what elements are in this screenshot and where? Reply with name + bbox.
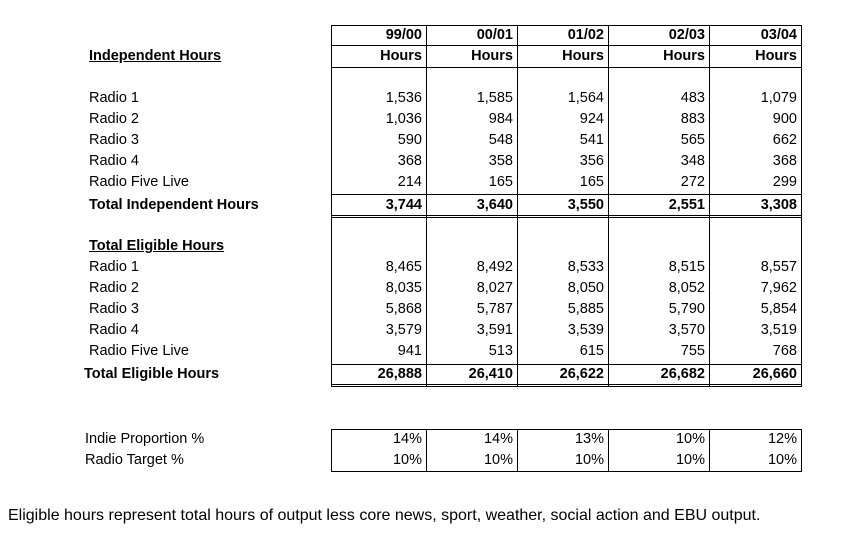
eligible-row-cell: 3,539 — [567, 322, 604, 338]
eligible-row-label: Radio Five Live — [89, 343, 189, 359]
independent-row-cell: 356 — [579, 153, 604, 169]
proportions-top-border — [331, 429, 802, 430]
eligible-row-cell: 8,027 — [476, 280, 513, 296]
eligible-total-cell: 26,888 — [377, 366, 422, 382]
column-unit-header: Hours — [755, 48, 797, 64]
independent-total-cell: 2,551 — [668, 197, 705, 213]
eligible-row-cell: 513 — [488, 343, 513, 359]
independent-row-cell: 565 — [680, 132, 705, 148]
independent-row-cell: 368 — [397, 153, 422, 169]
eligible-row-cell: 3,579 — [385, 322, 422, 338]
eligible-total-top-border — [331, 364, 802, 365]
eligible-total-cell: 26,660 — [752, 366, 797, 382]
eligible-row-cell: 8,492 — [476, 259, 513, 275]
independent-total-label: Total Independent Hours — [89, 197, 259, 213]
footnote: Eligible hours represent total hours of output less core news, sport, weather, social action and EBU output. — [8, 507, 761, 524]
proportion-row-cell: 12% — [767, 431, 797, 447]
eligible-total-bottom-border — [331, 384, 802, 385]
independent-row-label: Radio 2 — [89, 111, 139, 127]
independent-total-cell: 3,744 — [385, 197, 422, 213]
independent-row-cell: 299 — [772, 174, 797, 190]
eligible-total-cell: 26,410 — [468, 366, 513, 382]
independent-row-cell: 662 — [772, 132, 797, 148]
independent-total-cell: 3,640 — [476, 197, 513, 213]
independent-row-cell: 900 — [772, 111, 797, 127]
independent-row-cell: 1,564 — [567, 90, 604, 106]
eligible-row-cell: 8,557 — [760, 259, 797, 275]
header-divider — [331, 45, 802, 46]
proportion-row-cell: 14% — [483, 431, 513, 447]
column-divider — [331, 25, 332, 387]
eligible-row-cell: 8,465 — [385, 259, 422, 275]
column-divider — [709, 25, 710, 387]
independent-heading: Independent Hours — [89, 48, 222, 64]
eligible-row-cell: 5,885 — [567, 301, 604, 317]
independent-row-cell: 590 — [397, 132, 422, 148]
column-unit-header: Hours — [562, 48, 604, 64]
independent-row-cell: 883 — [680, 111, 705, 127]
proportion-row-cell: 10% — [483, 452, 513, 468]
column-year-header: 99/00 — [385, 27, 422, 43]
proportions-column-divider — [331, 429, 332, 472]
eligible-row-cell: 5,854 — [760, 301, 797, 317]
eligible-row-cell: 5,868 — [385, 301, 422, 317]
column-divider — [426, 25, 427, 387]
proportion-row-cell: 10% — [574, 452, 604, 468]
independent-total-bottom-border-double — [331, 217, 802, 218]
proportion-row-cell: 10% — [392, 452, 422, 468]
eligible-row-cell: 8,533 — [567, 259, 604, 275]
eligible-row-cell: 615 — [579, 343, 604, 359]
independent-row-cell: 984 — [488, 111, 513, 127]
independent-row-cell: 214 — [397, 174, 422, 190]
proportion-row-cell: 10% — [675, 452, 705, 468]
proportions-bottom-border — [331, 471, 802, 472]
independent-total-cell: 3,308 — [760, 197, 797, 213]
independent-row-label: Radio 1 — [89, 90, 139, 106]
eligible-row-cell: 8,052 — [668, 280, 705, 296]
eligible-row-label: Radio 4 — [89, 322, 139, 338]
eligible-row-cell: 941 — [397, 343, 422, 359]
column-unit-header: Hours — [663, 48, 705, 64]
table-top-border — [331, 25, 802, 26]
independent-row-cell: 483 — [680, 90, 705, 106]
eligible-row-cell: 5,787 — [476, 301, 513, 317]
independent-row-label: Radio Five Live — [89, 174, 189, 190]
independent-total-bottom-border — [331, 215, 802, 216]
independent-row-cell: 165 — [579, 174, 604, 190]
eligible-row-cell: 8,035 — [385, 280, 422, 296]
column-divider — [801, 25, 802, 387]
eligible-total-label: Total Eligible Hours — [84, 366, 220, 382]
eligible-row-label: Radio 2 — [89, 280, 139, 296]
proportions-column-divider — [709, 429, 710, 472]
independent-row-cell: 1,536 — [385, 90, 422, 106]
column-unit-header: Hours — [380, 48, 422, 64]
independent-row-cell: 165 — [488, 174, 513, 190]
independent-row-cell: 1,585 — [476, 90, 513, 106]
column-unit-header: Hours — [471, 48, 513, 64]
proportions-column-divider — [801, 429, 802, 472]
eligible-heading: Total Eligible Hours — [89, 238, 225, 254]
independent-total-cell: 3,550 — [567, 197, 604, 213]
independent-row-cell: 348 — [680, 153, 705, 169]
independent-row-cell: 358 — [488, 153, 513, 169]
proportions-column-divider — [426, 429, 427, 472]
column-year-header: 03/04 — [760, 27, 797, 43]
eligible-total-cell: 26,622 — [559, 366, 604, 382]
proportions-column-divider — [608, 429, 609, 472]
independent-row-cell: 1,079 — [760, 90, 797, 106]
independent-total-top-border — [331, 194, 802, 195]
independent-row-cell: 548 — [488, 132, 513, 148]
eligible-row-cell: 755 — [680, 343, 705, 359]
column-year-header: 00/01 — [476, 27, 513, 43]
eligible-row-cell: 3,519 — [760, 322, 797, 338]
independent-row-cell: 368 — [772, 153, 797, 169]
independent-row-cell: 924 — [579, 111, 604, 127]
proportion-row-label: Radio Target % — [85, 452, 184, 468]
eligible-row-cell: 3,570 — [668, 322, 705, 338]
proportions-column-divider — [517, 429, 518, 472]
header-bottom-border — [331, 67, 802, 68]
independent-row-cell: 272 — [680, 174, 705, 190]
eligible-row-cell: 5,790 — [668, 301, 705, 317]
proportion-row-cell: 10% — [675, 431, 705, 447]
independent-row-label: Radio 4 — [89, 153, 139, 169]
eligible-row-label: Radio 3 — [89, 301, 139, 317]
eligible-row-cell: 8,050 — [567, 280, 604, 296]
eligible-row-cell: 3,591 — [476, 322, 513, 338]
proportion-row-cell: 13% — [574, 431, 604, 447]
proportion-row-cell: 10% — [767, 452, 797, 468]
eligible-row-cell: 7,962 — [760, 280, 797, 296]
eligible-total-cell: 26,682 — [660, 366, 705, 382]
independent-row-label: Radio 3 — [89, 132, 139, 148]
column-divider — [517, 25, 518, 387]
proportion-row-label: Indie Proportion % — [85, 431, 205, 447]
column-year-header: 02/03 — [668, 27, 705, 43]
proportion-row-cell: 14% — [392, 431, 422, 447]
eligible-row-label: Radio 1 — [89, 259, 139, 275]
independent-row-cell: 1,036 — [385, 111, 422, 127]
eligible-row-cell: 8,515 — [668, 259, 705, 275]
eligible-total-bottom-border-double — [331, 386, 802, 387]
column-divider — [608, 25, 609, 387]
column-year-header: 01/02 — [567, 27, 604, 43]
independent-row-cell: 541 — [579, 132, 604, 148]
eligible-row-cell: 768 — [772, 343, 797, 359]
